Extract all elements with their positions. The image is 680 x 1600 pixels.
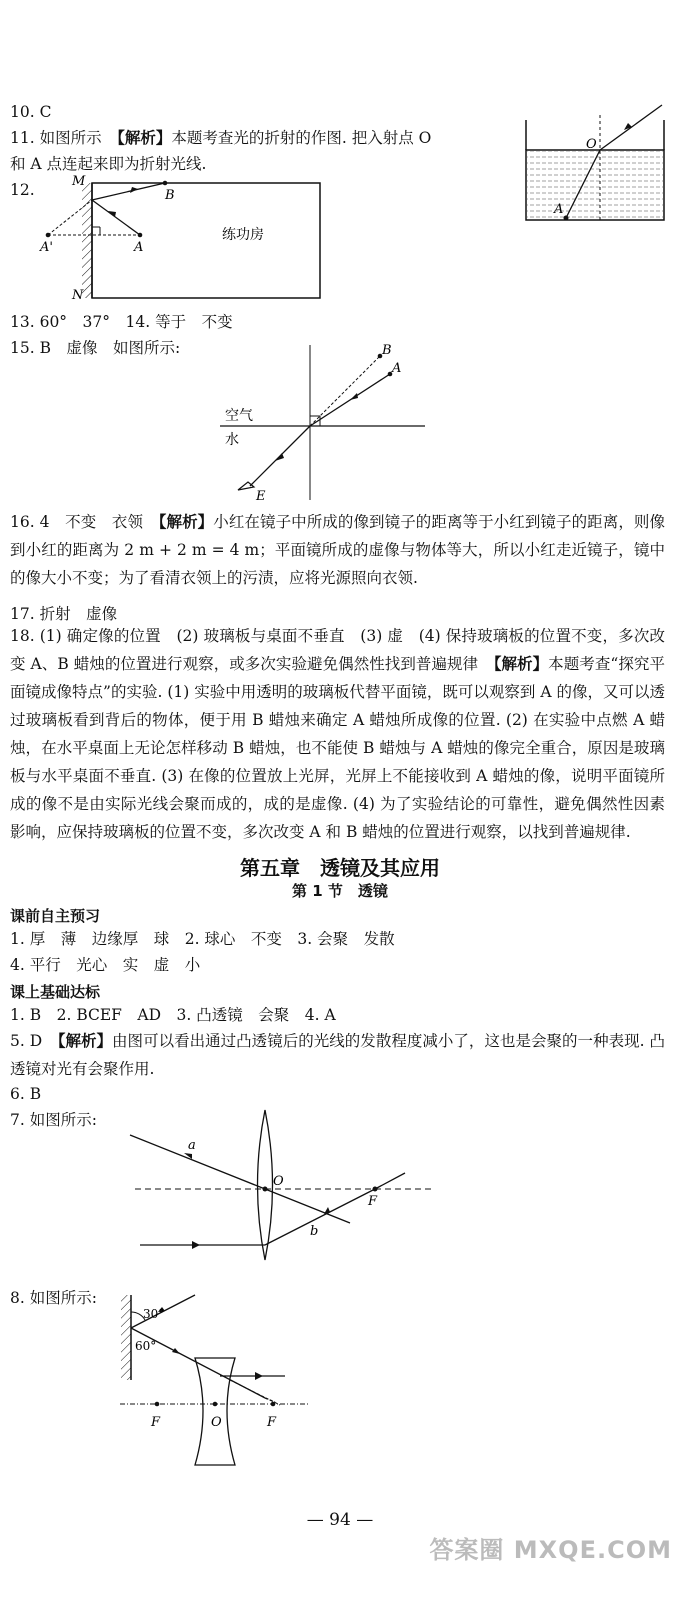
basic-answer-6: 6. B <box>10 1085 42 1103</box>
answer-12: 12. <box>10 181 35 199</box>
answer-11-text: 本题考查光的折射的作图. 把入射点 O <box>171 129 432 147</box>
basic-line-1: 1. B 2. BCEF AD 3. 凸透镜 会聚 4. A <box>10 1006 336 1024</box>
answer-5-text: 由图可以看出通过凸透镜后的光线的发散程度减小了，这也是会聚的一种表现. 凸透镜对光有会聚作用. <box>10 1032 665 1078</box>
fig12-label-B: B <box>165 188 175 203</box>
analysis-tag: 【解析】 <box>158 513 214 531</box>
fig8-label-F1: F <box>151 1415 161 1430</box>
basic-answer-8: 8. 如图所示: <box>10 1289 97 1307</box>
answer-15: 15. B 虚像 如图所示: <box>10 339 181 357</box>
fig8-angle-60: 60° <box>135 1339 157 1353</box>
fig8-label-F2: F <box>267 1415 277 1430</box>
basic-answer-7: 7. 如图所示: <box>10 1111 97 1129</box>
analysis-tag: 【解析】 <box>117 129 172 147</box>
fig12-label-A-image: A' <box>40 240 53 255</box>
answer-13-14: 13. 60° 37° 14. 等于 不变 <box>10 313 233 331</box>
fig15-label-A: A <box>392 361 402 376</box>
watermark: 答案圈 MXQE.COM <box>429 1536 672 1564</box>
figure-11-refraction <box>520 100 670 225</box>
answer-11-line2: 和 A 点连起来即为折射光线. <box>10 155 207 173</box>
fig8-label-O: O <box>211 1415 222 1430</box>
preview-heading: 课前自主预习 <box>10 907 101 925</box>
figure-7-convex-lens <box>120 1105 440 1265</box>
fig15-label-water: 水 <box>225 432 239 448</box>
eye-icon <box>238 482 254 490</box>
figure-8-concave-lens <box>115 1290 315 1490</box>
fig12-label-N: N <box>72 288 84 303</box>
fig15-label-E: E <box>256 489 266 504</box>
answer-18 <box>10 622 665 846</box>
basic-heading: 课上基础达标 <box>10 983 101 1001</box>
answer-11 <box>10 124 431 152</box>
page-number: — 94 — <box>306 1510 374 1530</box>
fig12-label-M: M <box>72 174 86 189</box>
figure-12-mirror-room <box>30 175 330 305</box>
section-title: 第 1 节 透镜 <box>292 882 388 900</box>
analysis-tag: 【解析】 <box>493 655 549 673</box>
answer-16 <box>10 508 665 592</box>
chapter-title: 第五章 透镜及其应用 <box>240 856 440 880</box>
answer-11-number: 11. 如图所示 <box>10 129 102 147</box>
fig12-room-label: 练功房 <box>222 227 264 243</box>
figure-15-refraction <box>220 340 440 505</box>
analysis-tag: 【解析】 <box>57 1032 113 1050</box>
preview-line-2: 4. 平行 光心 实 虚 小 <box>10 956 201 974</box>
basic-answer-5 <box>10 1027 665 1083</box>
answer-10: 10. C <box>10 103 52 121</box>
fig15-label-B: B <box>382 343 392 358</box>
answer-18-prefix: 18. (1) 确定像的位置 (2) 玻璃板与桌面不垂直 (3) 虚 (4) 保持玻璃板的位置不变，多次改变 A、B 蜡烛的位置进行观察，或多次实验避免偶然性找到普遍规律 <box>10 627 665 673</box>
answer-18-text: 本题考查“探究平面镜成像特点”的实验. (1) 实验中用透明的玻璃板代替平面镜，既可以观察到 A 的像，又可以透过玻璃板看到背后的物体，便于用 B 蜡烛来确定 A 蜡烛所成像的位置. (2) 在实验中点燃 A 蜡烛，在水平桌面上无论怎样移动 B 蜡烛，也不能使 B 蜡烛与 A 蜡烛的像完全重合，原因是玻璃板与水平桌面不垂直. (3) 在像的位置放上光屏，光屏上不能接收到 A 蜡烛的像，说明平面镜所成的像不是由实际光线会聚而成的，成的是虚像. (4) 为了实验结论的可靠性，避免偶然性因素影响，应保持玻璃板的位置不变，多次改变 A 和 B 蜡烛的位置进行观察，以找到普遍规律. <box>10 655 665 841</box>
fig7-label-O: O <box>273 1174 284 1189</box>
fig12-label-A: A <box>134 240 144 255</box>
fig8-angle-30: 30° <box>143 1307 165 1321</box>
answer-17: 17. 折射 虚像 <box>10 605 118 623</box>
answer-5-prefix: 5. D <box>10 1032 58 1050</box>
answer-16-prefix: 16. 4 不变 衣领 <box>10 513 144 531</box>
fig7-label-a: a <box>188 1138 196 1153</box>
fig7-label-b: b <box>310 1224 319 1239</box>
fig11-label-O: O <box>586 137 597 152</box>
fig11-label-A: A <box>554 202 564 217</box>
fig15-label-air: 空气 <box>225 408 253 424</box>
preview-line-1: 1. 厚 薄 边缘厚 球 2. 球心 不变 3. 会聚 发散 <box>10 930 395 948</box>
fig7-label-F: F <box>368 1194 378 1209</box>
answer-16-text: 小红在镜子中所成的像到镜子的距离等于小红到镜子的距离，则像到小红的距离为 2 m + 2 m = 4 m；平面镜所成的虚像与物体等大，所以小红走近镜子，镜中的像大小不变；为了看清衣领上的污渍，应将光源照向衣领. <box>10 513 665 587</box>
